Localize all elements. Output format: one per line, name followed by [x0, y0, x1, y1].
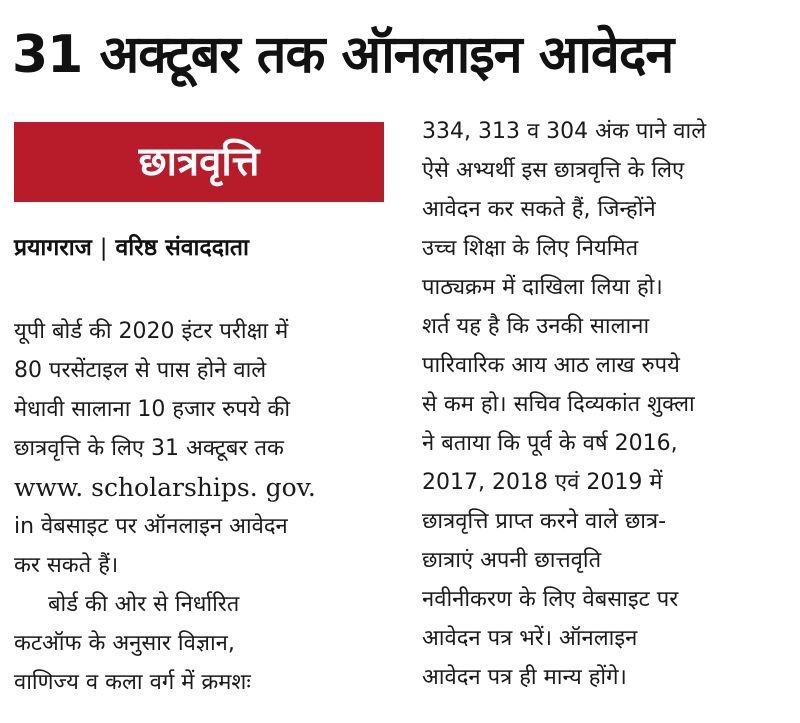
body-line: छात्राएं अपनी छात्तवृति — [422, 548, 602, 573]
website-url-line: www. scholarships. gov. — [14, 473, 316, 502]
body-line: आवेदन कर सकते हैं, जिन्होंने — [422, 197, 656, 222]
body-line: छात्रवृत्ति प्राप्त करने वाले छात्र- — [422, 509, 667, 534]
left-column — [14, 312, 392, 702]
body-line: आवेदन पत्र ही मान्य होंगे। — [422, 665, 627, 690]
body-line: ने बताया कि पूर्व के वर्ष 2016, — [422, 431, 678, 456]
section-label: छात्रवृत्ति — [138, 139, 260, 185]
body-line: 2017, 2018 एवं 2019 में — [422, 470, 663, 495]
body-line: पाठ्यक्रम में दाखिला लिया हो। — [422, 275, 663, 300]
body-line: उच्च शिक्षा के लिए नियमित — [422, 236, 639, 261]
paragraph-start-line: बोर्ड की ओर से निर्धारित — [48, 592, 240, 617]
body-line: ऐसे अभ्यर्थी इस छात्रवृत्ति के लिए — [422, 158, 685, 183]
body-line: शर्त यह है कि उनकी सालाना — [422, 314, 650, 339]
body-line: से कम हो। सचिव दिव्यकांत शुक्ला — [422, 392, 695, 417]
byline — [14, 231, 394, 265]
body-line: वाणिज्य व कला वर्ग में क्रमशः — [14, 670, 251, 695]
body-line: 334, 313 व 304 अंक पाने वाले — [422, 119, 707, 144]
body-line: छात्रवृत्ति के लिए 31 अक्टूबर तक — [14, 436, 284, 461]
body-line: पारिवारिक आय आठ लाख रुपये — [422, 353, 680, 378]
byline-separator: | — [99, 235, 108, 261]
byline-author: वरिष्ठ संवाददाता — [115, 235, 249, 261]
body-line: आवेदन पत्र भरें। ऑनलाइन — [422, 626, 638, 651]
section-banner — [14, 122, 384, 202]
right-column — [422, 112, 792, 697]
body-line: in वेबसाइट पर ऑनलाइन आवेदन — [14, 514, 288, 539]
body-line: यूपी बोर्ड की 2020 इंटर परीक्षा में — [14, 319, 289, 344]
body-line: मेधावी सालाना 10 हजार रुपये की — [14, 397, 291, 422]
body-line: नवीनीकरण के लिए वेबसाइट पर — [422, 587, 679, 612]
byline-location: प्रयागराज — [14, 235, 92, 261]
headline: 31 अक्टूबर तक ऑनलाइन आवेदन — [12, 25, 674, 85]
body-line: कटऑफ के अनुसार विज्ञान, — [14, 631, 235, 656]
body-line: 80 परसेंटाइल से पास होने वाले — [14, 358, 267, 383]
body-line: कर सकते हैं। — [14, 553, 119, 578]
